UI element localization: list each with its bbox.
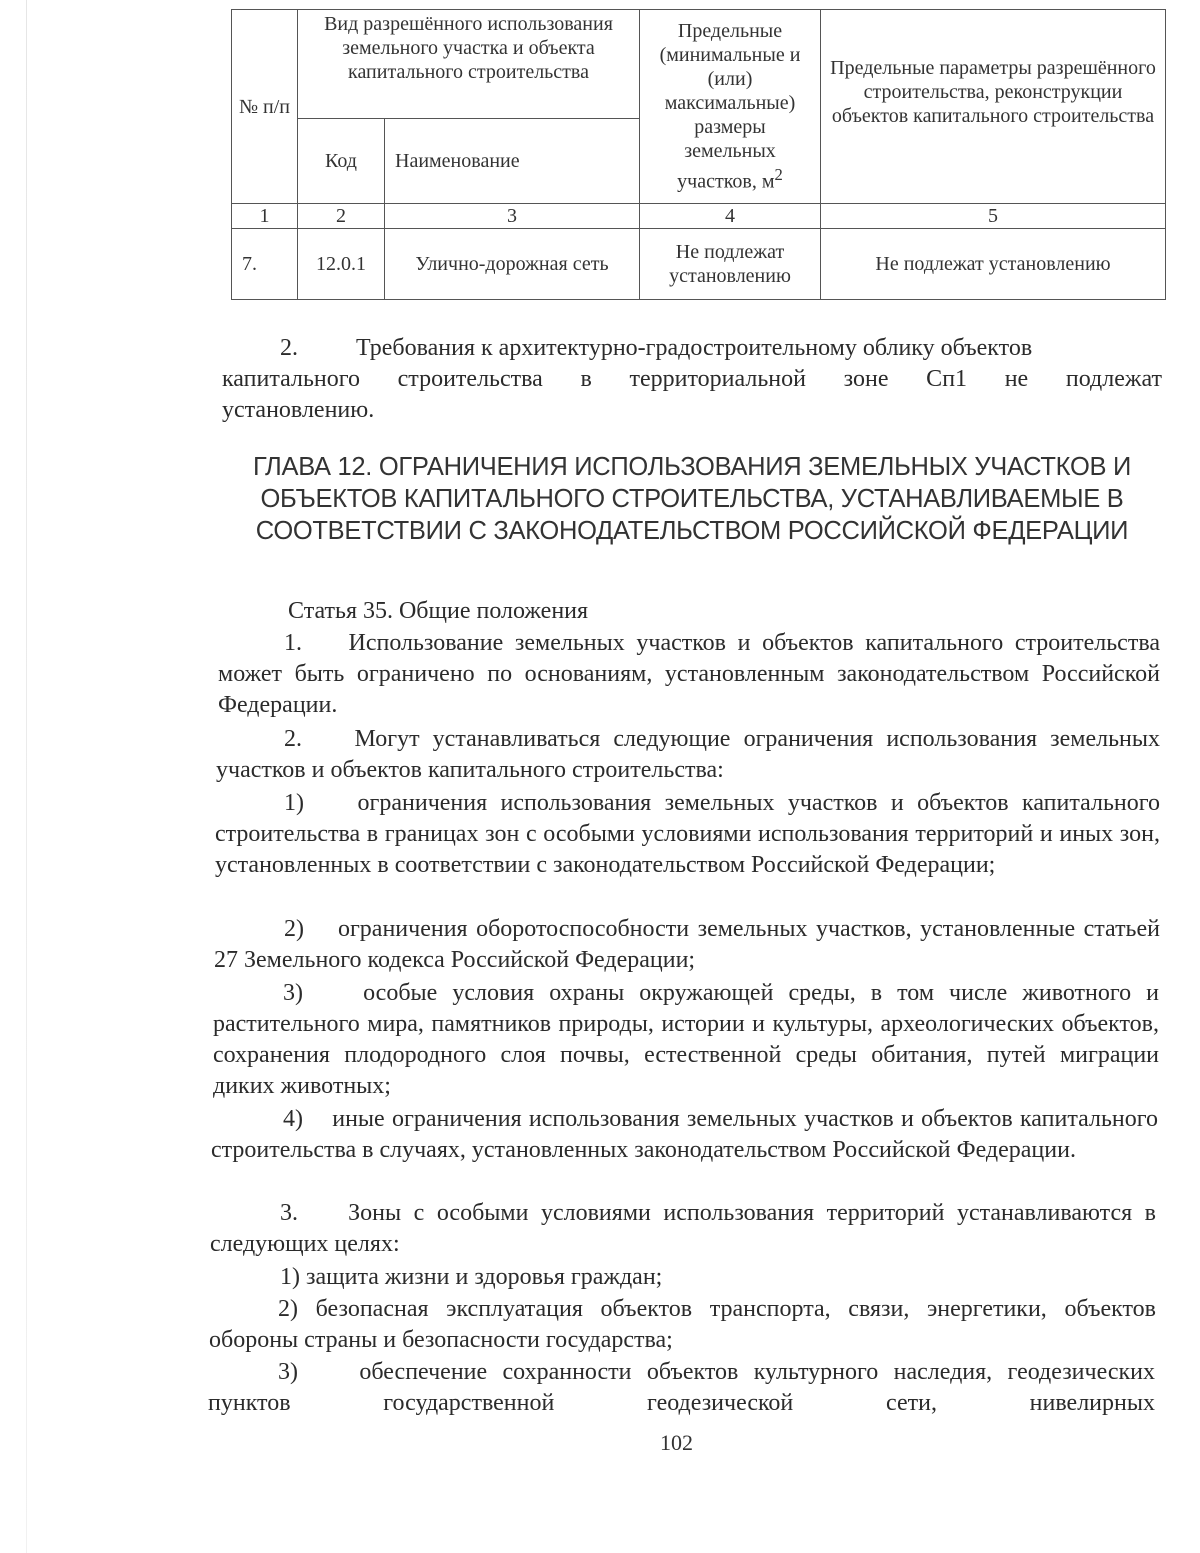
article-p2-1: 1) ограничения использования земельных участков и объектов капитального строительства в границах зон с особыми условиями использования территорий и иных зон, установленных в соответствии с законодательством Российской Федерации; <box>215 790 1160 878</box>
page-number: 102 <box>660 1430 693 1455</box>
item-2-number: 2. <box>280 335 298 361</box>
header-name: Наименование <box>385 119 640 204</box>
row-num: 7. <box>232 229 298 300</box>
item-2-paragraph <box>222 333 1162 426</box>
header-sizes-sup: 2 <box>774 165 783 185</box>
article-p1: 1. Использование земельных участков и объектов капитального строительства может быть ограничено по основаниям, установленным законодательством Российской Федерации. <box>218 630 1160 718</box>
header-sizes <box>640 10 821 204</box>
header-sizes-text: Предельные (минимальные и (или) максимальные) размеры земельных участков, м <box>659 20 801 193</box>
chapter-heading <box>222 451 1162 547</box>
article-p3-2: 2) безопасная эксплуатация объектов транспорта, связи, энергетики, объектов обороны страны и безопасности государства; <box>209 1296 1156 1353</box>
item-2-first-line <box>222 333 1032 364</box>
scan-edge <box>26 0 27 1553</box>
header-num: № п/п <box>232 10 298 204</box>
article-p3-1: 1) защита жизни и здоровья граждан; <box>280 1264 663 1290</box>
chapter-line: ГЛАВА 12. ОГРАНИЧЕНИЯ ИСПОЛЬЗОВАНИЯ ЗЕМЕЛЬНЫХ УЧАСТКОВ И <box>252 453 1132 481</box>
item-2-line3: установлению. <box>222 397 375 423</box>
article-p2: 2. Могут устанавливаться следующие ограничения использования земельных участков и объектов капитального строительства: <box>216 726 1160 783</box>
zone-parameters-table <box>231 9 1166 300</box>
col-number: 3 <box>385 204 640 229</box>
article-p2-4: 4) иные ограничения использования земельных участков и объектов капитального строительства в случаях, установленных законодательством Российской Федерации. <box>211 1106 1158 1163</box>
col-number: 1 <box>232 204 298 229</box>
col-number: 2 <box>298 204 385 229</box>
header-params: Предельные параметры разрешённого строительства, реконструкции объектов капитального строительства <box>821 10 1166 204</box>
item-2-line1: Требования к архитектурно-градостроительному облику объектов <box>356 335 1033 361</box>
row-name: Улично-дорожная сеть <box>385 229 640 300</box>
item-2-line <box>222 333 1162 364</box>
table-header-row <box>232 10 1166 119</box>
header-code: Код <box>298 119 385 204</box>
chapter-line: ОБЪЕКТОВ КАПИТАЛЬНОГО СТРОИТЕЛЬСТВА, УСТАНАВЛИВАЕМЫЕ В <box>260 485 1124 513</box>
column-number-row <box>232 204 1166 229</box>
col-number: 5 <box>821 204 1166 229</box>
row-code: 12.0.1 <box>298 229 385 300</box>
item-2-line2: капитального строительства в территориальной зоне Сп1 не подлежат <box>222 366 1162 392</box>
article-p3: 3. Зоны с особыми условиями использования территорий устанавливаются в следующих целях: <box>210 1200 1156 1257</box>
article-title: Статья 35. Общие положения <box>288 598 589 624</box>
article-p3-3: 3) обеспечение сохранности объектов культурного наследия, геодезических пунктов государственной геодезической сети, нивелирных <box>208 1359 1155 1416</box>
header-kind: Вид разрешённого использования земельного участка и объекта капитального строительства <box>298 10 640 119</box>
row-sizes: Не подлежат установлению <box>640 229 821 300</box>
article-p2-3: 3) особые условия охраны окружающей среды, в том числе животного и растительного мира, памятников природы, истории и культуры, археологических объектов, сохранения плодородного слоя почвы, естественной среды обитания, путей миграции диких животных; <box>213 980 1159 1099</box>
article-p2-2: 2) ограничения оборотоспособности земельных участков, установленные статьей 27 Земельного кодекса Российской Федерации; <box>214 916 1160 973</box>
col-number: 4 <box>640 204 821 229</box>
table-row <box>232 229 1166 300</box>
chapter-line: СООТВЕТСТВИИ С ЗАКОНОДАТЕЛЬСТВОМ РОССИЙСКОЙ ФЕДЕРАЦИИ <box>255 517 1129 545</box>
row-params: Не подлежат установлению <box>821 229 1166 300</box>
